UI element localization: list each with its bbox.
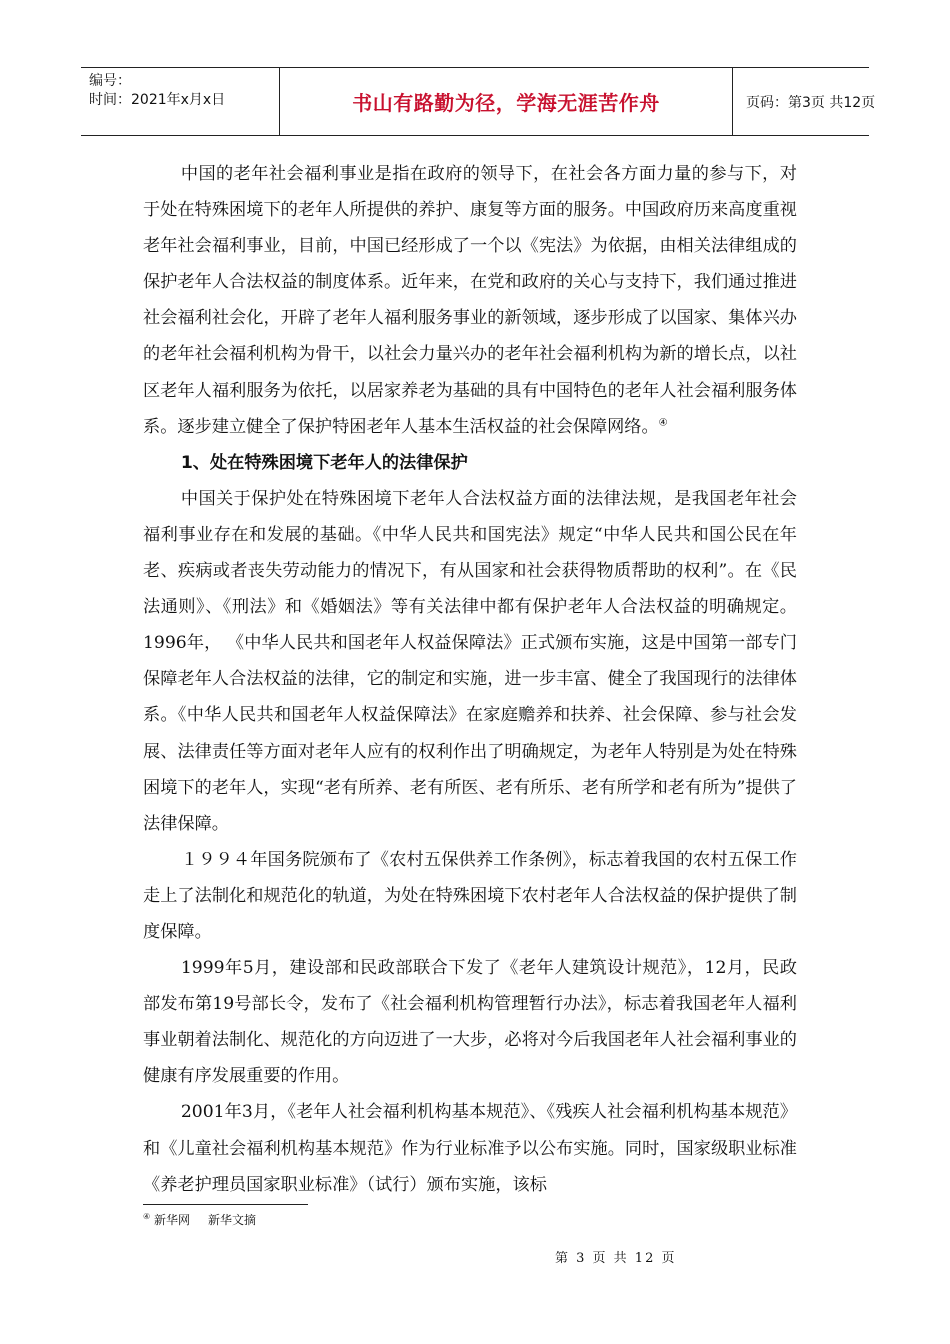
footnote: [143, 1212, 256, 1228]
footnote-mark: ④: [143, 1212, 151, 1221]
document-number-label: 编号：: [89, 73, 131, 89]
body-paragraph: 中国关于保护处在特殊困境下老年人合法权益方面的法律法规，是我国老年社会福利事业存在和发展的基础。《中华人民共和国宪法》规定“中华人民共和国公民在年老、疾病或者丧失劳动能力的情况下，有从国家和社会获得物质帮助的权利”。在《民法通则》、《刑法》和《婚姻法》等有关法律中都有保护老年人合法权益的明确规定。1996年， 《中华人民共和国老年人权益保障法》正式颁布实施，这是中国第一部专门保障老年人合法权益的法律，它的制定和实施，进一步丰富、健全了我国现行的法律体系。《中华人民共和国老年人权益保障法》在家庭赡养和扶养、社会保障、参与社会发展、法律责任等方面对老年人应有的权利作出了明确规定，为老年人特别是为处在特殊困境下的老年人，实现“老有所养、老有所医、老有所乐、老有所学和老有所为”提供了法律保障。: [143, 488, 797, 834]
footnote-reference[interactable]: ④: [658, 416, 668, 428]
body-paragraph: [143, 156, 797, 445]
header-meta-cell: [81, 68, 280, 135]
document-date-label: 时间：2021年x月x日: [89, 92, 226, 108]
body-paragraph: 2001年3月，《老年人社会福利机构基本规范》、《残疾人社会福利机构基本规范》和《儿童社会福利机构基本规范》作为行业标准予以公布实施。同时，国家级职业标准《养老护理员国家职业标准》（试行）颁布实施，该标: [143, 1102, 797, 1195]
header-page-info: 页码：第3页 共12页: [746, 94, 876, 111]
section-heading: 1、处在特殊困境下老年人的法律保护: [180, 452, 468, 473]
body-paragraph: 1999年5月，建设部和民政部联合下发了《老年人建筑设计规范》，12月，民政部发布第19号部长令，发布了《社会福利机构管理暂行办法》，标志着我国老年人福利事业朝着法制化、规范化的方向迈进了一大步，必将对今后我国老年人社会福利事业的健康有序发展重要的作用。: [143, 958, 797, 1087]
body-paragraph: １９９４年国务院颁布了《农村五保供养工作条例》，标志着我国的农村五保工作走上了法制化和规范化的轨道，为处在特殊困境下农村老年人合法权益的保护提供了制度保障。: [143, 849, 797, 942]
footnote-divider: [143, 1204, 308, 1205]
paragraph-text: 中国的老年社会福利事业是指在政府的领导下，在社会各方面力量的参与下，对于处在特殊困境下的老年人所提供的养护、康复等方面的服务。中国政府历来高度重视老年社会福利事业，目前，中国已经形成了一个以《宪法》为依据，由相关法律组成的保护老年人合法权益的制度体系。近年来，在党和政府的关心与支持下，我们通过推进社会福利社会化，开辟了老年人福利服务事业的新领域，逐步形成了以国家、集体兴办的老年社会福利机构为骨干，以社会力量兴办的老年社会福利机构为新的增长点，以社区老年人福利服务为依托，以居家养老为基础的具有中国特色的老年人社会福利服务体系。逐步建立健全了保护特困老年人基本生活权益的社会保障网络。: [143, 164, 797, 437]
footnote-source: 新华文摘: [208, 1213, 257, 1227]
footnote-source: 新华网: [154, 1213, 191, 1227]
header-motto: 书山有路勤为径，学海无涯苦作舟: [280, 68, 733, 135]
page-header: [81, 67, 876, 136]
page-number-footer: 第 3 页 共 12 页: [555, 1251, 677, 1266]
document-body: [143, 156, 797, 1203]
